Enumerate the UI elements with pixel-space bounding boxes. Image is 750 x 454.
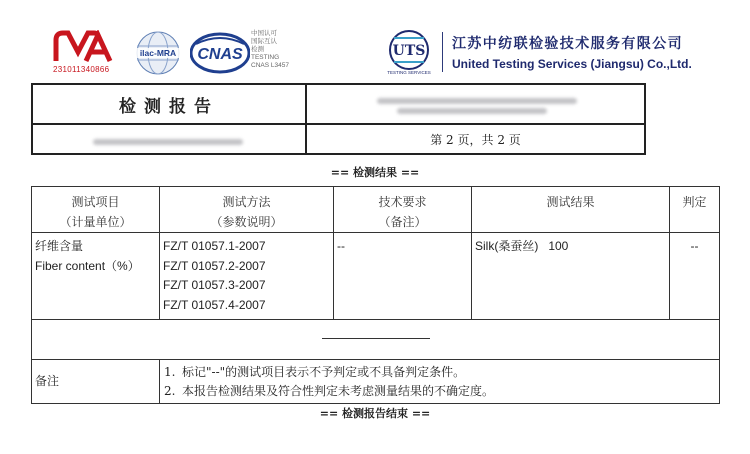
- uts-logo: [384, 28, 434, 76]
- report-title: 检测报告: [32, 84, 306, 124]
- test-method-cell: FZ/T 01057.1-2007 FZ/T 01057.2-2007 FZ/T 01057.3-2007 FZ/T 01057.4-2007: [160, 233, 334, 320]
- requirement-cell: --: [334, 233, 472, 320]
- column-header: 测试结果: [472, 187, 670, 233]
- header-divider: [442, 32, 443, 72]
- divider-line: [322, 338, 430, 339]
- ilac-mra-logo: [132, 30, 184, 76]
- notes-content: [160, 360, 720, 404]
- redacted-line: [377, 98, 577, 104]
- redacted-line: [397, 108, 547, 114]
- redacted-line: [93, 139, 243, 145]
- uts-caption: TESTING SERVICES: [387, 70, 431, 75]
- ilac-globe-icon: [132, 30, 184, 76]
- results-table: [31, 186, 720, 404]
- cma-mark-icon: [52, 30, 118, 64]
- results-section-title: == 检测结果 ==: [330, 166, 420, 179]
- notes-row: [32, 360, 720, 404]
- test-item-cell: 纤维含量 Fiber content（%）: [32, 233, 160, 320]
- blank-separator-cell: [32, 320, 720, 360]
- company-name-cn: 江苏中纺联检验技术服务有限公司: [452, 36, 683, 52]
- column-header: 判定: [670, 187, 720, 233]
- page-info: 第 2 页，共 2 页: [306, 124, 645, 154]
- column-header: 测试项目 （计量单位）: [32, 187, 160, 233]
- table-row: [32, 233, 720, 320]
- report-info-redacted: [306, 84, 645, 124]
- report-end-title: == 检测报告结束 ==: [319, 407, 431, 420]
- table-header-row: [32, 187, 720, 233]
- result-cell: Silk(桑蚕丝) 100: [472, 233, 670, 320]
- cma-number: 231011340866: [53, 65, 110, 74]
- note-item: 2. 本报告检测结果及符合性判定未考虑测量结果的不确定度。: [164, 383, 495, 398]
- cma-logo: [52, 30, 118, 76]
- uts-emblem-icon: [384, 28, 434, 76]
- cnas-oval-icon: [190, 30, 250, 76]
- note-item: 1. 标记"--"的测试项目表示不予判定或不具备判定条件。: [164, 364, 466, 379]
- judgement-cell: --: [670, 233, 720, 320]
- company-name-en: United Testing Services (Jiangsu) Co.,Ltd.: [452, 57, 692, 71]
- cnas-caption: 中国认可 国际互认 检测 TESTING CNAS L3457: [251, 30, 289, 69]
- column-header: 测试方法 （参数说明）: [160, 187, 334, 233]
- ilac-text: ilac-MRA: [139, 48, 177, 58]
- report-info-table: [31, 83, 646, 155]
- notes-label: 备注: [32, 360, 160, 404]
- table-row-blank: [32, 320, 720, 360]
- column-header: 技术要求 （备注）: [334, 187, 472, 233]
- cnas-text: CNAS: [197, 46, 243, 63]
- report-number-redacted: [32, 124, 306, 154]
- uts-logo-text: UTS: [392, 43, 426, 59]
